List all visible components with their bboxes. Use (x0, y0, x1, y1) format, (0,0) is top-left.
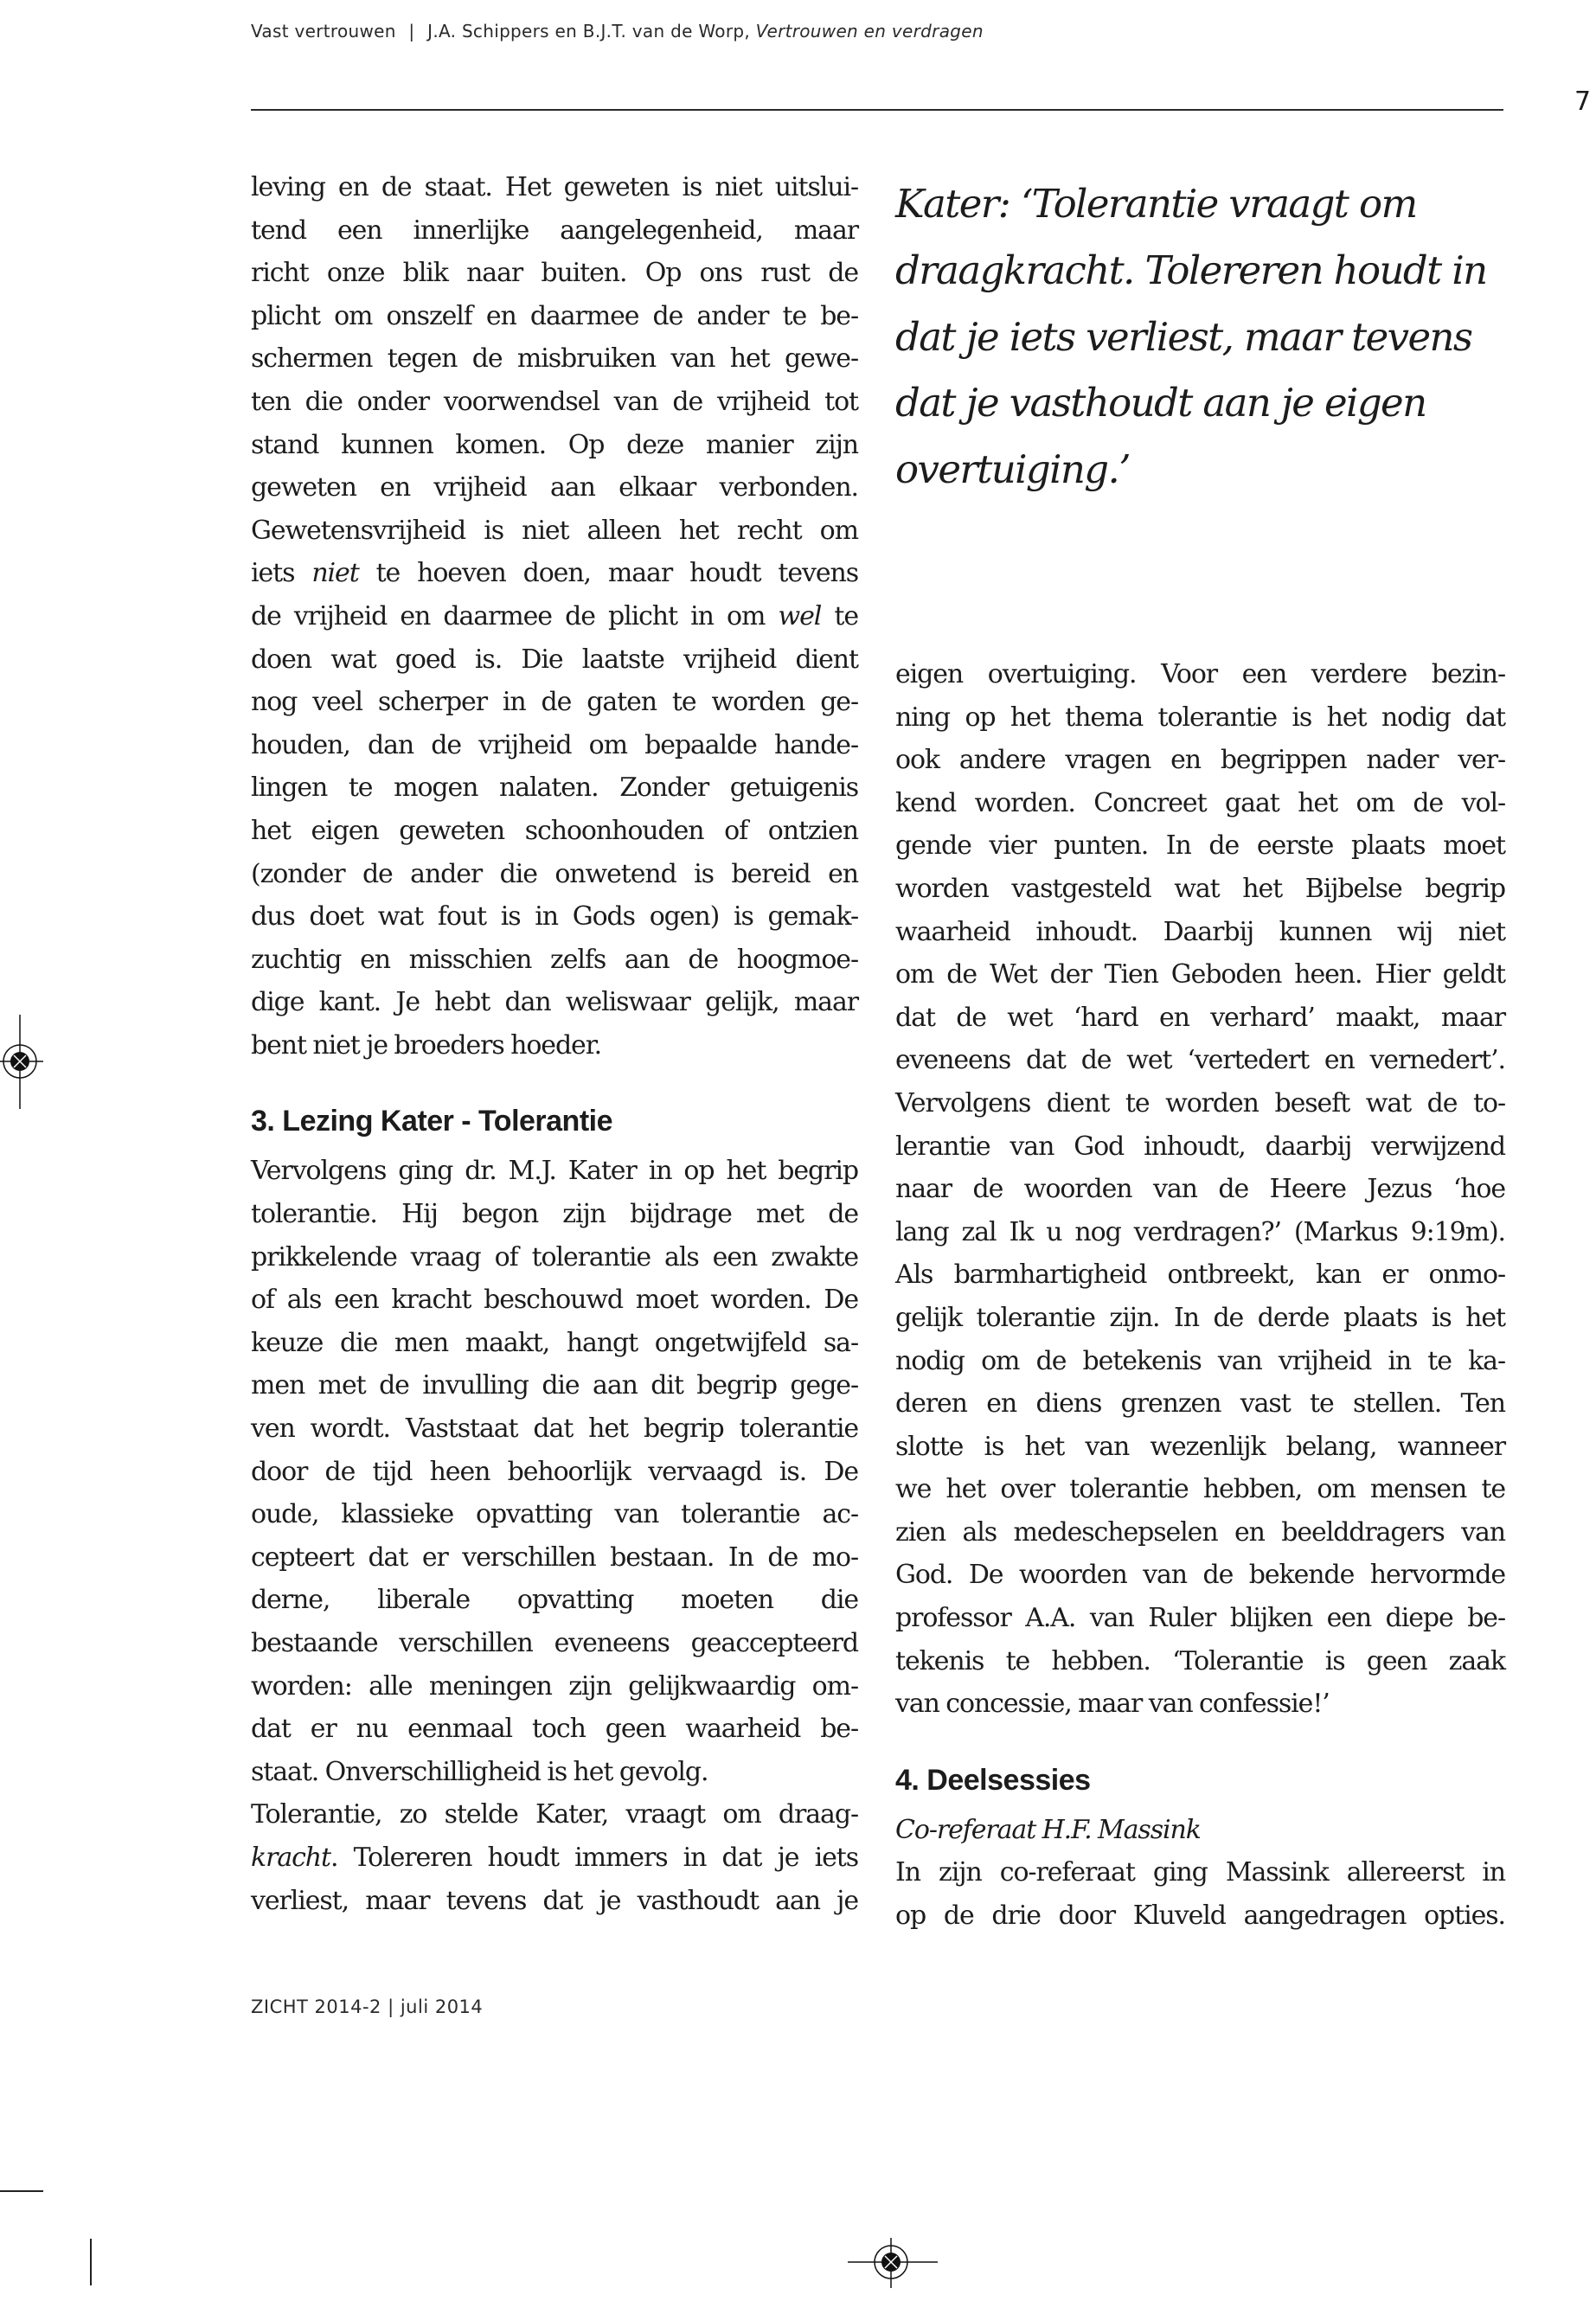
text-line: oude, klassieke opvatting van tolerantie ac- (251, 1499, 858, 1530)
section-heading-4: 4. Deelsessies (895, 1763, 1091, 1797)
pull-quote-line: draagkracht. Tolereren houdt in (895, 247, 1487, 293)
running-head-authors: J.A. Schippers en B.J.T. van de Worp, (427, 21, 750, 42)
text-line: om de Wet der Tien Geboden heen. Hier geldt (895, 959, 1505, 990)
text-line: waarheid inhoudt. Daarbij kunnen wij niet (895, 916, 1505, 947)
text-line: lerantie van God inhoudt, daarbij verwijzend (895, 1131, 1505, 1162)
crop-mark-vertical (90, 2239, 92, 2285)
text-line: zien als medeschepselen en beelddragers van (895, 1516, 1505, 1548)
text-line: keuze die men maakt, hangt ongetwijfeld sa- (251, 1327, 858, 1358)
pull-quote-line: overtuiging.’ (895, 446, 1130, 493)
text-line: geweten en vrijheid aan elkaar verbonden. (251, 472, 858, 503)
header-rule (251, 109, 1503, 111)
text-line: door de tijd heen behoorlijk vervaagd is. De (251, 1456, 858, 1487)
text-span: te hoeven doen, maar houdt tevens (358, 558, 858, 589)
text-span: iets (251, 558, 312, 589)
emphasis-niet: niet (311, 558, 359, 589)
text-line: worden: alle meningen zijn gelijkwaardig om- (251, 1670, 858, 1702)
emphasis-kracht: kracht (251, 1842, 330, 1873)
text-line: Vervolgens dient te worden beseft wat de to- (895, 1087, 1505, 1118)
text-line: nodig om de betekenis van vrijheid in te ka- (895, 1345, 1505, 1376)
text-line: bestaande verschillen eveneens geaccepteerd (251, 1628, 858, 1658)
text-line: tekenis te hebben. ‘Tolerantie is geen zaak (895, 1645, 1505, 1676)
text-line: schermen tegen de misbruiken van het gewe- (251, 343, 858, 375)
text-line: professor A.A. van Ruler blijken een diepe be- (895, 1603, 1505, 1634)
text-line: tend een innerlijke aangelegenheid, maar (251, 215, 858, 246)
text-line: plicht om onszelf en daarmee de ander te be- (251, 300, 858, 331)
text-line: gende vier punten. In de eerste plaats moet (895, 830, 1505, 862)
text-line: tolerantie. Hij begon zijn bijdrage met de (251, 1199, 858, 1230)
registration-target-icon (846, 2236, 941, 2290)
pull-quote-line: dat je vasthoudt aan je eigen (895, 380, 1426, 426)
text-line: op de drie door Kluveld aangedragen opties. (895, 1900, 1505, 1932)
text-line: eveneens dat de wet ‘vertedert en vernedert’. (895, 1045, 1505, 1076)
registration-target-icon (0, 1012, 52, 1112)
footer-issue: ZICHT 2014-2 | juli 2014 (251, 1997, 484, 2017)
pull-quote (895, 171, 1505, 503)
text-line: leving en de staat. Het geweten is niet uitslui- (251, 172, 858, 202)
text-line: ook andere vragen en begrippen nader ver- (895, 745, 1505, 776)
text-line: van concessie, maar van confessie!’ (895, 1689, 1330, 1720)
text-line: zuchtig en misschien zelfs aan de hoogmoe- (251, 944, 858, 975)
text-line (251, 1836, 858, 1880)
text-line (251, 595, 858, 638)
text-line: gelijk tolerantie zijn. In de derde plaats is het (895, 1302, 1505, 1333)
pull-quote-line: Kater: ‘Tolerantie vraagt om (895, 181, 1417, 227)
text-span: . Tolereren houdt immers in dat je iets (330, 1842, 858, 1873)
text-line: (zonder de ander die onwetend is bereid en (251, 858, 858, 889)
page-number: 7 (1574, 87, 1592, 117)
text-line: God. De woorden van de bekende hervormde (895, 1560, 1505, 1591)
running-head-separator: | (408, 21, 415, 42)
text-line: Gewetensvrijheid is niet alleen het recht om (251, 515, 858, 546)
text-line: het eigen geweten schoonhouden of ontzien (251, 815, 858, 846)
text-span: de vrijheid en daarmee de plicht in om (251, 600, 779, 631)
text-line: deren en diens grenzen vast te stellen. Ten (895, 1388, 1505, 1420)
text-line: houden, dan de vrijheid om bepaalde hande- (251, 729, 858, 760)
pull-quote-line: dat je iets verliest, maar tevens (895, 313, 1472, 360)
text-line: ven wordt. Vaststaat dat het begrip tolerantie (251, 1413, 858, 1445)
text-line: nog veel scherper in de gaten te worden ge- (251, 687, 858, 718)
text-line: dat er nu eenmaal toch geen waarheid be- (251, 1714, 858, 1745)
text-line: of als een kracht beschouwd moet worden. De (251, 1285, 858, 1316)
running-head-title: Vertrouwen en verdragen (755, 21, 984, 42)
text-line: bent niet je broeders hoeder. (251, 1029, 602, 1061)
text-line: staat. Onverschilligheid is het gevolg. (251, 1756, 708, 1787)
text-line: men met de invulling die aan dit begrip gege- (251, 1370, 858, 1401)
subheading: Co-referaat H.F. Massink (895, 1814, 1201, 1845)
text-line: Als barmhartigheid ontbreekt, kan er onmo- (895, 1259, 1505, 1291)
crop-mark-horizontal (0, 2190, 43, 2192)
text-line: Tolerantie, zo stelde Kater, vraagt om draag- (251, 1799, 858, 1830)
text-line: cepteert dat er verschillen bestaan. In de mo- (251, 1541, 858, 1573)
left-column (251, 166, 858, 1922)
text-line: kend worden. Concreet gaat het om de vol- (895, 787, 1505, 818)
text-line: richt onze blik naar buiten. Op ons rust de (251, 258, 858, 289)
text-line: ten die onder voorwendsel van de vrijheid tot (251, 386, 858, 417)
text-line: slotte is het van wezenlijk belang, wanneer (895, 1431, 1505, 1462)
text-line: eigen overtuiging. Voor een verdere bezin- (895, 659, 1505, 689)
text-line: dige kant. Je hebt dan weliswaar gelijk, maar (251, 987, 858, 1018)
registration-mark-left (0, 1012, 52, 1112)
text-line: Vervolgens ging dr. M.J. Kater in op het begrip (251, 1156, 858, 1187)
text-line: we het over tolerantie hebben, om mensen te (895, 1474, 1505, 1505)
text-line: In zijn co-referaat ging Massink allereerst in (895, 1857, 1505, 1888)
running-head-prefix: Vast vertrouwen (251, 21, 396, 42)
text-line: naar de woorden van de Heere Jezus ‘hoe (895, 1174, 1505, 1205)
text-line: worden vastgesteld wat het Bijbelse begrip (895, 873, 1505, 904)
text-line: stand kunnen komen. Op deze manier zijn (251, 429, 858, 460)
running-head (251, 21, 984, 42)
text-line: lang zal Ik u nog verdragen?’ (Markus 9:19m). (895, 1216, 1505, 1247)
section-heading-3: 3. Lezing Kater - Tolerantie (251, 1105, 613, 1138)
emphasis-wel: wel (778, 600, 822, 631)
text-span: te (821, 600, 859, 631)
right-column (895, 653, 1505, 1938)
text-line (251, 552, 858, 595)
text-line: prikkelende vraag of tolerantie als een zwakte (251, 1241, 858, 1272)
registration-mark-bottom (846, 2236, 941, 2290)
text-line: dat de wet ‘hard en verhard’ maakt, maar (895, 1002, 1505, 1033)
text-line: derne, liberale opvatting moeten die (251, 1585, 858, 1616)
text-line: doen wat goed is. Die laatste vrijheid dient (251, 644, 858, 675)
text-line: verliest, maar tevens dat je vasthoudt aan je (251, 1885, 858, 1916)
text-line: ning op het thema tolerantie is het nodig dat (895, 702, 1505, 733)
text-line: lingen te mogen nalaten. Zonder getuigenis (251, 772, 858, 804)
text-line: dus doet wat fout is in Gods ogen) is gemak- (251, 901, 858, 933)
